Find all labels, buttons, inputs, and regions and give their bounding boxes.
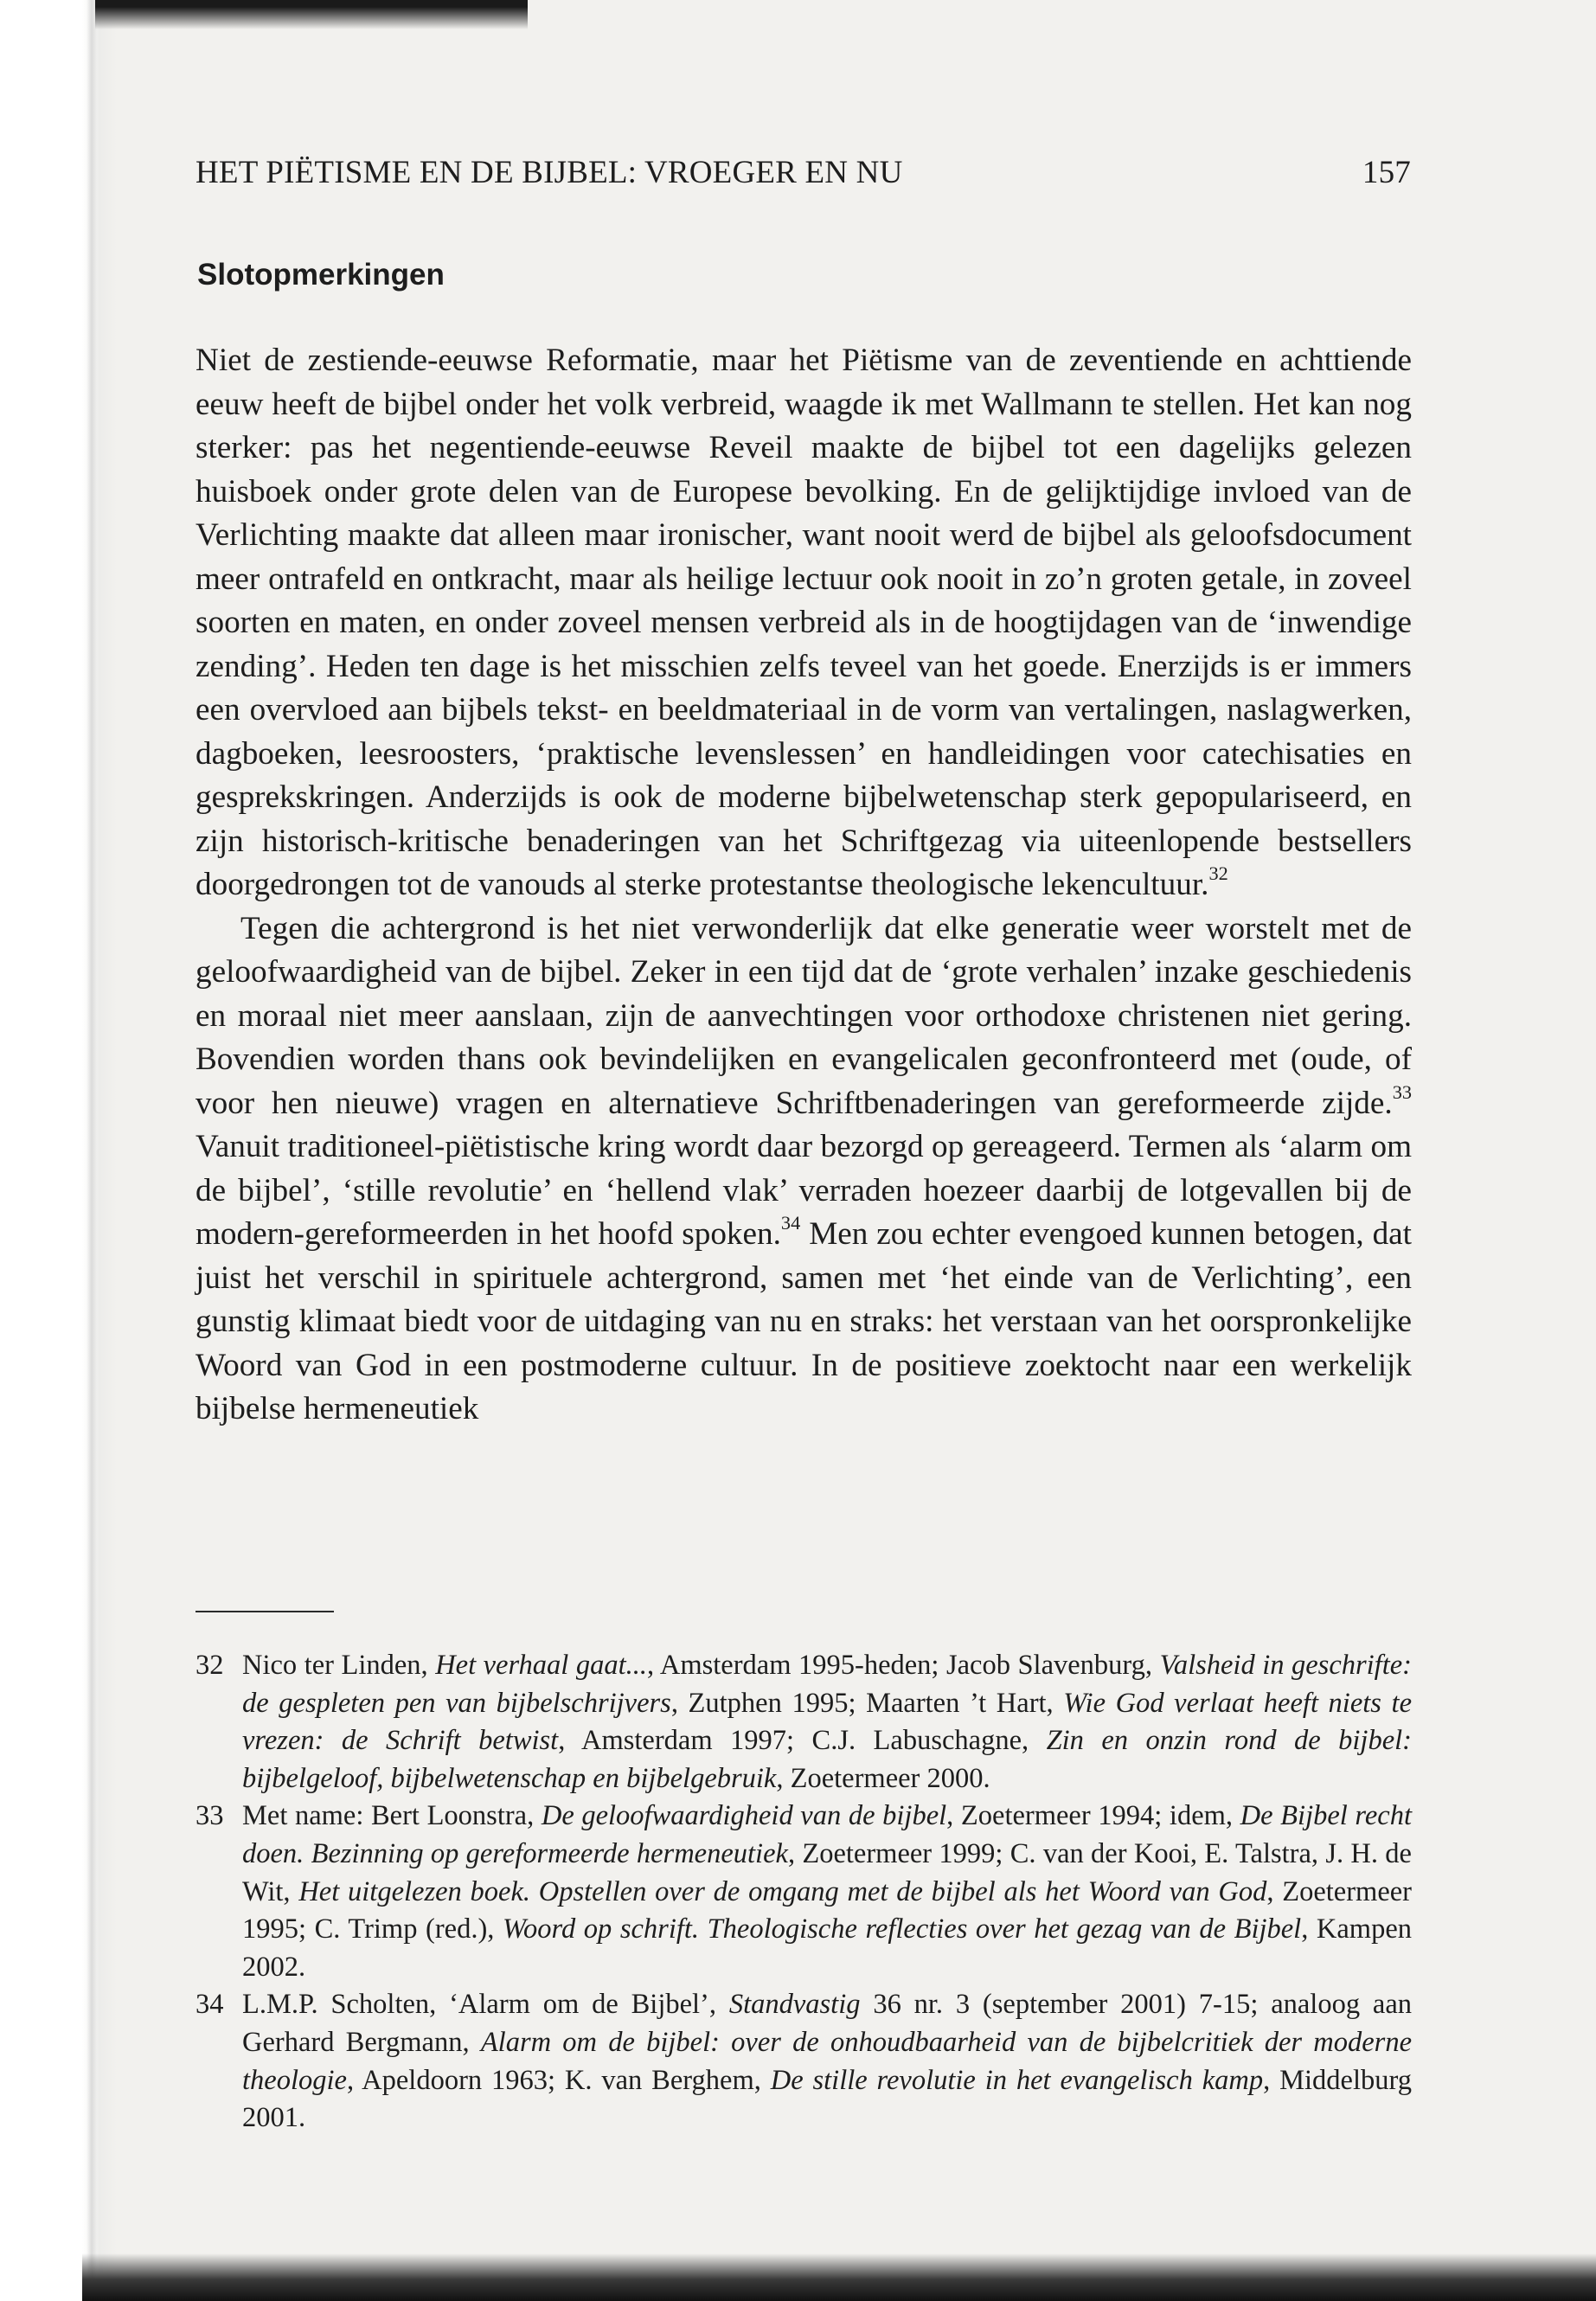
footnote-title-segment: De Bijbel recht doen. Bezinning op gereformeerde hermeneutiek (242, 1800, 1412, 1869)
paragraph-2-text-part1: Tegen die achtergrond is het niet verwonderlijk dat elke generatie weer worstelt met de geloofwaardigheid van de bijbel. Zeker in een tijd dat de ‘grote verhalen’ inzake geschiedenis en moraal niet meer aanslaan, zijn de aanvechtingen voor orthodoxe christenen niet gering. Bovendien worden thans ook bevindelijken en evangelicalen geconfronteerd met (oude, of voor hen nieuwe) vragen en alternatieve Schriftbenaderingen van gereformeerde zijde. (195, 910, 1412, 1121)
footnote-number: 34 (195, 1989, 224, 2021)
footnote-ref-33: 33 (1392, 1080, 1412, 1103)
paragraph-2-text-part2: Vanuit traditioneel-piëtistische kring wordt daar bezorgd op gereageerd. Termen als ‘alarm om de bijbel’, ‘stille revolutie’ en ‘hellend vlak’ verraden hoezeer daarbij de lotgevallen bij de modern-gereformeerden in het hoofd spoken. (195, 1129, 1412, 1252)
paragraph-2 (195, 907, 1412, 1432)
footnote-text-segment: , Zoetermeer 1999; C. van der Kooi, E. Talstra, J. H. de Wit, (242, 1837, 1412, 1907)
footnote-text-segment: Met name: Bert Loonstra, (242, 1800, 542, 1832)
footnote-text-segment: 36 nr. 3 (september 2001) 7-15; analoog aan Gerhard Bergmann, (242, 1989, 1412, 2058)
footnote-title-segment: De geloofwaardigheid van de bijbel (541, 1800, 947, 1832)
footnote-title-segment: Valsheid in geschrifte: de gespleten pen van bijbelschrijvers (242, 1650, 1412, 1719)
footnote-title-segment: Het verhaal gaat... (435, 1650, 647, 1681)
running-title: HET PIËTISME EN DE BIJBEL: VROEGER EN NU (195, 155, 903, 190)
footnote-ref-32: 32 (1208, 862, 1228, 885)
scan-bottom-edge (82, 2253, 1596, 2301)
footnote-title-segment: Wie God verlaat heeft niets te vrezen: de Schrift betwist (242, 1687, 1412, 1757)
scan-binding-edge (87, 0, 97, 2301)
footnote-text-segment: , Apeldoorn 1963; K. van Berghem, (346, 2064, 771, 2096)
footnote-title-segment: De stille revolutie in het evangelisch kamp (770, 2064, 1264, 2096)
scan-margin-shadow (0, 0, 117, 2301)
footnotes (195, 1647, 1412, 2138)
footnote-number: 33 (195, 1800, 224, 1832)
footnote-title-segment: Standvastig (728, 1989, 861, 2021)
footnote-text-segment: , Zutphen 1995; Maarten ’t Hart, (670, 1687, 1064, 1719)
paragraph-1 (195, 339, 1412, 907)
footnote-title-segment: Het uitgelezen boek. Opstellen over de omgang met de bijbel als het Woord van God (298, 1875, 1267, 1907)
paragraph-1-text: Niet de zestiende-eeuwse Reformatie, maar het Piëtisme van de zeventiende en achttiende eeuw heeft de bijbel onder het volk verbreid, waagde ik met Wallmann te stellen. Het kan nog sterker: pas het negentiende-eeuwse Reveil maakte de bijbel tot een dagelijks gelezen huisboek onder grote delen van de Europese bevolking. En de gelijktijdige invloed van de Verlichting maakte dat alleen maar ironischer, want nooit werd de bijbel als geloofsdocument meer ontrafeld en ontkracht, maar als heilige lectuur ook nooit in zo’n groten getale, in zoveel soorten en maten, en onder zoveel mensen verbreid als in de hoogtijdagen van de ‘inwendige zending’. Heden ten dage is het misschien zelfs teveel van het goede. Enerzijds is er immers een overvloed aan bijbels tekst- en beeldmateriaal in de vorm van vertalingen, naslagwerken, dagboeken, leesroosters, ‘praktische levenslessen’ en handleidingen voor catechisaties en gesprekskringen. Anderzijds is ook de moderne bijbelwetenschap sterk gepopulariseerd, en zijn historisch-kritische benaderingen van het Schriftgezag via uiteenlopende bestsellers doorgedrongen tot de vanouds al sterke protestantse theologische lekencultuur. (195, 343, 1412, 902)
footnote-title-segment: Alarm om de bijbel: over de onhoudbaarheid van de bijbelcritiek der moderne theologie (242, 2026, 1412, 2096)
page-number: 157 (1362, 155, 1411, 190)
footnote-text-segment: Nico ter Linden, (242, 1650, 436, 1681)
footnote-text-segment: , Middelburg 2001. (242, 2064, 1412, 2134)
footnote-text-segment: , Kampen 2002. (242, 1913, 1413, 1983)
footnote (195, 1798, 1412, 1986)
footnote-text-segment: , Zoetermeer 2000. (776, 1762, 990, 1794)
footnote-title-segment: Woord op schrift. Theologische reflecties over het gezag van de Bijbel (502, 1913, 1302, 1945)
scan-top-edge (95, 0, 528, 29)
footnote-number: 32 (195, 1650, 224, 1681)
footnote (195, 1647, 1412, 1798)
footnote-text-segment: , Zoetermeer 1994; idem, (946, 1800, 1240, 1832)
footnote (195, 1986, 1412, 2137)
footnote-text-segment: , Amsterdam 1995-heden; Jacob Slavenburg, (647, 1650, 1160, 1681)
paragraph-2-text-part3: Men zou echter evengoed kunnen betogen, dat juist het verschil in spirituele achtergrond, samen met ‘het einde van de Verlichting’, een gunstig klimaat biedt voor de uitdaging van nu en straks: het verstaan van het oorspronkelijke Woord van God in een postmoderne cultuur. In de positieve zoektocht naar een werkelijk bijbelse hermeneutiek (195, 1216, 1412, 1426)
footnote-text-segment: , Zoetermeer 1995; C. Trimp (red.), (242, 1875, 1412, 1945)
footnote-title-segment: Zin en onzin rond de bijbel: bijbelgeloof, bijbelwetenschap en bijbelgebruik (242, 1725, 1412, 1794)
footnote-separator (195, 1611, 334, 1612)
footnote-ref-34: 34 (780, 1212, 801, 1234)
body-text (195, 339, 1412, 1432)
footnote-text-segment: , Amsterdam 1997; C.J. Labuschagne, (558, 1725, 1047, 1757)
footnote-text (242, 1986, 1412, 2137)
section-heading: Slotopmerkingen (197, 258, 445, 292)
footnote-text (242, 1647, 1412, 1798)
running-head (195, 154, 1411, 197)
footnote-text (242, 1798, 1412, 1986)
footnote-text-segment: L.M.P. Scholten, ‘Alarm om de Bijbel’, (242, 1989, 729, 2021)
